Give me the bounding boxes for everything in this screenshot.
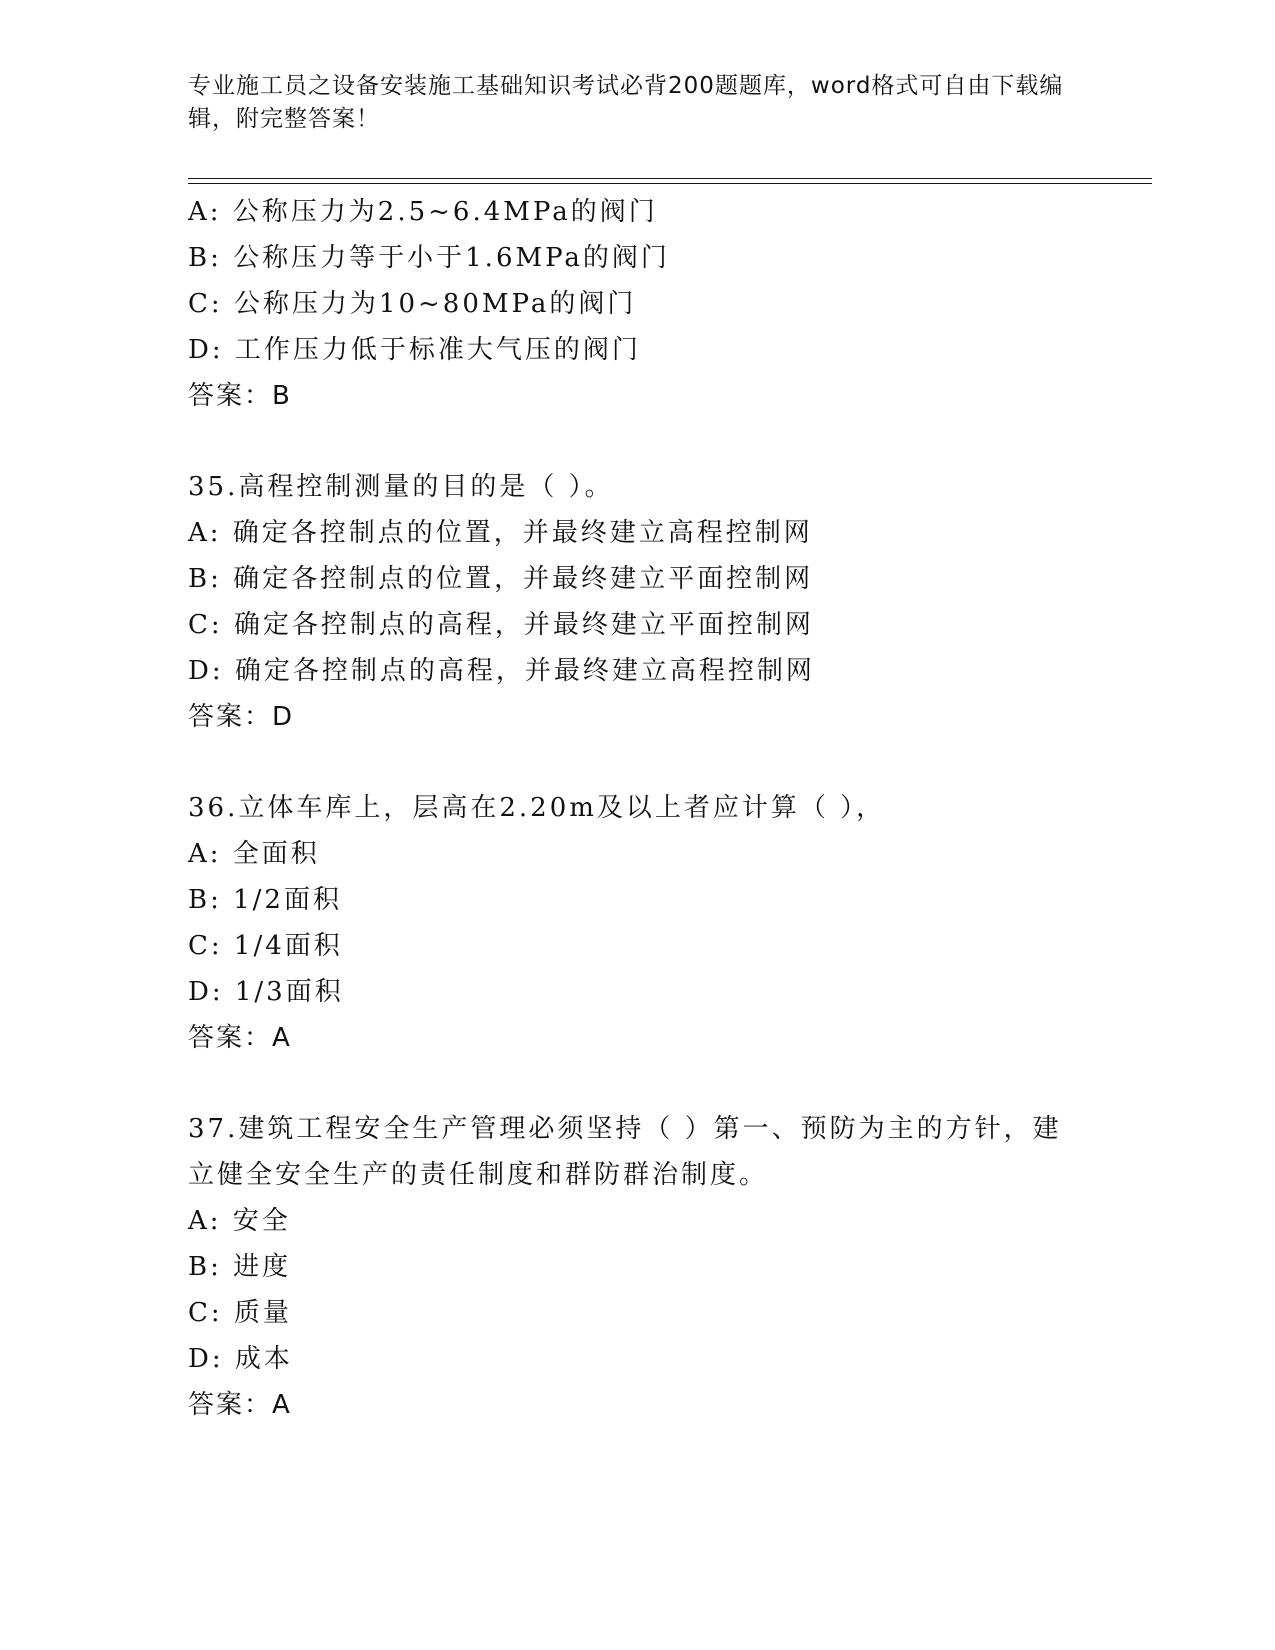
option-c: C: 1/4面积: [188, 931, 343, 961]
option-b: B: 确定各控制点的位置，并最终建立平面控制网: [188, 564, 814, 594]
option-d: D: 工作压力低于标准大气压的阀门: [188, 335, 641, 365]
header-rule-bottom: [188, 183, 1152, 184]
question-35: [188, 464, 1088, 740]
document-header: 专业施工员之设备安装施工基础知识考试必背200题题库，word格式可自由下载编辑，附完整答案！: [188, 73, 1064, 132]
question-34: [188, 189, 1088, 419]
question-stem: 36.立体车库上，层高在2.20m及以上者应计算（ ），: [188, 793, 886, 823]
option-a: A: 确定各控制点的位置，并最终建立高程控制网: [188, 518, 813, 548]
answer: 答案：B: [188, 381, 292, 411]
option-a: A: 公称压力为2.5~6.4MPa的阀门: [188, 197, 658, 227]
answer: 答案：A: [188, 1023, 292, 1053]
option-c: C: 质量: [188, 1298, 292, 1328]
option-c: C: 确定各控制点的高程，并最终建立平面控制网: [188, 610, 814, 640]
option-c: C: 公称压力为10~80MPa的阀门: [188, 289, 637, 319]
question-list: [188, 189, 1088, 1428]
option-a: A: 全面积: [188, 839, 320, 869]
question-stem: 37.建筑工程安全生产管理必须坚持（ ）第一、预防为主的方针，建立健全安全生产的责任制度和群防群治制度。: [188, 1114, 1062, 1190]
option-d: D: 确定各控制点的高程，并最终建立高程控制网: [188, 656, 815, 686]
question-37: [188, 1106, 1088, 1428]
answer: 答案：D: [188, 702, 295, 732]
option-a: A: 安全: [188, 1206, 291, 1236]
option-d: D: 成本: [188, 1344, 293, 1374]
header-rule-top: [188, 178, 1152, 179]
question-36: [188, 785, 1088, 1061]
question-stem: 35.高程控制测量的目的是（ ）。: [188, 472, 614, 502]
option-b: B: 公称压力等于小于1.6MPa的阀门: [188, 243, 670, 273]
option-d: D: 1/3面积: [188, 977, 344, 1007]
option-b: B: 1/2面积: [188, 885, 342, 915]
option-b: B: 进度: [188, 1252, 292, 1282]
answer: 答案：A: [188, 1390, 292, 1420]
